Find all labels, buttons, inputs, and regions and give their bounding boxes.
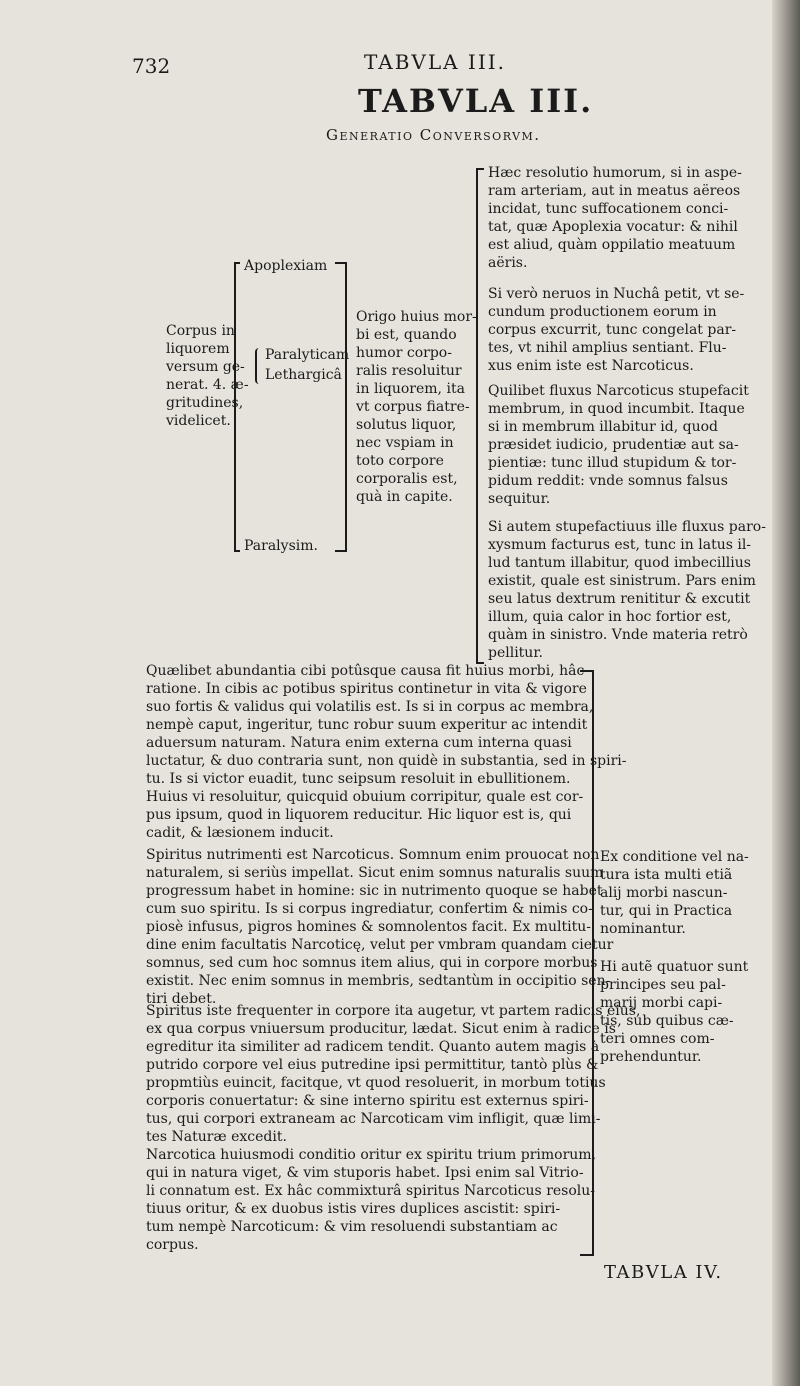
body-line: tiri debet.	[146, 991, 217, 1007]
note-line: pellitur.	[488, 645, 543, 661]
side-line: prehenduntur.	[600, 1049, 702, 1065]
body-line: corpus.	[146, 1237, 199, 1253]
disease-bracket-left	[234, 262, 242, 552]
body-line: naturalem, si seriùs impellat. Sicut enim somnus naturalis suum	[146, 865, 604, 881]
origin-line: in liquorem, ita	[356, 381, 465, 397]
body-line: Narcotica huiusmodi conditio oritur ex spiritu trium primorum,	[146, 1147, 597, 1163]
body-line: somnus, sed cum hoc somnus item alius, qui in corpore morbus	[146, 955, 598, 971]
left-block-line: nerat. 4. æ-	[166, 377, 249, 393]
note-line: Hæc resolutio humorum, si in aspe-	[488, 165, 742, 181]
side-line: tur, qui in Practica	[600, 903, 733, 919]
side-line: marij morbi capi-	[600, 995, 723, 1011]
body-line: Huius vi resoluitur, quicquid obuium corripitur, quale est cor-	[146, 789, 584, 805]
body-line: tum nempè Narcoticum: & vim resoluendi substantiam ac	[146, 1219, 558, 1235]
side-line: tura ista multi etiã	[600, 867, 733, 883]
right-note	[488, 164, 742, 272]
note-line: cundum productionem eorum in	[488, 304, 717, 320]
body-line: tes Naturæ excedit.	[146, 1129, 287, 1145]
body-line: propmtiùs euincit, facitque, vt quod resoluerit, in morbum totius	[146, 1075, 606, 1091]
body-line: cadit, & læsionem inducit.	[146, 825, 334, 841]
side-note-conditions	[600, 848, 749, 938]
bracket-cap	[335, 262, 345, 264]
disease-paralysis: Paralysim.	[244, 538, 318, 554]
origin-line: toto corpore	[356, 453, 444, 469]
note-line: sequitur.	[488, 491, 551, 507]
body-line: putrido corpore vel eius putredine ipsi permittitur, tantò plùs &	[146, 1057, 599, 1073]
body-line: corporis conuertatur: & sine interno spiritu est externus spiri-	[146, 1093, 589, 1109]
note-line: aëris.	[488, 255, 528, 271]
notes-bracket	[476, 168, 486, 664]
body-line: progressum habet in homine: sic in nutrimento quoque se habet	[146, 883, 603, 899]
note-line: ram arteriam, aut in meatus aëreos	[488, 183, 741, 199]
body-line: ratione. In cibis ac potibus spiritus continetur in vita & vigore	[146, 681, 587, 697]
origin-line: bi est, quando	[356, 327, 457, 343]
bracket-cap	[234, 550, 240, 552]
body-line: dine enim facultatis Narcoticę, velut per vmbram quandam cietur	[146, 937, 614, 953]
body-line: existit. Nec enim somnus in membris, sedtantùm in occipitio sen-	[146, 973, 611, 989]
body-line: piosè infusus, pigros homines & somnolentos facit. Ex multitu-	[146, 919, 591, 935]
side-line: alij morbi nascun-	[600, 885, 728, 901]
body-line: aduersum naturam. Natura enim externa cum interna quasi	[146, 735, 572, 751]
page-number: 732	[132, 54, 171, 78]
note-line: Si autem stupefactiuus ille fluxus paro-	[488, 519, 766, 535]
note-line: xysmum facturus est, tunc in latus il-	[488, 537, 752, 553]
origin-line: humor corpo-	[356, 345, 452, 361]
side-note-principal	[600, 958, 748, 1066]
side-line: nominantur.	[600, 921, 686, 937]
disease-lethargica: Lethargicâ	[265, 367, 342, 383]
disease-paralytica: Paralyticam	[265, 347, 350, 363]
body-line: Spiritus nutrimenti est Narcoticus. Somnum enim prouocat non	[146, 847, 600, 863]
note-line: seu latus dextrum renititur & excutit	[488, 591, 751, 607]
note-line: præsidet iudicio, prudentiæ aut sa-	[488, 437, 739, 453]
note-line: existit, quale est sinistrum. Pars enim	[488, 573, 756, 589]
page-title: TABVLA III.	[358, 82, 594, 120]
note-line: incidat, tunc suffocationem conci-	[488, 201, 729, 217]
right-note	[488, 518, 766, 662]
body-bracket	[584, 670, 594, 1256]
left-block-line: videlicet.	[166, 413, 231, 429]
body-line: egreditur ita similiter ad radicem tendit. Quanto autem magis à	[146, 1039, 600, 1055]
left-block-line: liquorem	[166, 341, 230, 357]
body-paragraph	[146, 846, 613, 1008]
bracket-cap	[335, 550, 345, 552]
origin-line: Origo huius mor-	[356, 309, 477, 325]
body-paragraph	[146, 662, 626, 842]
bracket-cap	[580, 670, 592, 672]
note-line: illum, quia calor in hoc fortior est,	[488, 609, 732, 625]
origin-line: corporalis est,	[356, 471, 458, 487]
bracket-cap	[234, 262, 240, 264]
body-line: cum suo spiritu. Is si corpus ingrediatur, confertim & nimis co-	[146, 901, 593, 917]
body-line: suo fortis & validus qui volatilis est. Is si in corpus ac membra,	[146, 699, 594, 715]
inner-bracket	[255, 348, 262, 384]
note-line: tat, quæ Apoplexia vocatur: & nihil	[488, 219, 738, 235]
origin-line: solutus liquor,	[356, 417, 457, 433]
left-block-line: Corpus in	[166, 323, 235, 339]
side-line: tis, sub quibus cæ-	[600, 1013, 734, 1029]
note-line: pidum reddit: vnde somnus falsus	[488, 473, 728, 489]
right-note	[488, 285, 744, 375]
left-block-line: gritudines,	[166, 395, 244, 411]
body-line: pus ipsum, quod in liquorem reducitur. Hic liquor est is, qui	[146, 807, 572, 823]
side-line: Ex conditione vel na-	[600, 849, 749, 865]
body-line: Quælibet abundantia cibi potûsque causa fit huius morbi, hâc	[146, 663, 585, 679]
body-paragraph	[146, 1002, 640, 1146]
body-line: tu. Is si victor euadit, tunc seipsum resoluit in ebullitionem.	[146, 771, 571, 787]
catchword: TABVLA IV.	[604, 1262, 723, 1283]
note-line: Si verò neruos in Nuchâ petit, vt se-	[488, 286, 745, 302]
note-line: corpus excurrit, tunc congelat par-	[488, 322, 737, 338]
body-line: Spiritus iste frequenter in corpore ita augetur, vt partem radicis eius,	[146, 1003, 641, 1019]
note-line: est aliud, quàm oppilatio meatuum	[488, 237, 736, 253]
origin-line: vt corpus fiatre-	[356, 399, 470, 415]
note-line: membrum, in quod incumbit. Itaque	[488, 401, 745, 417]
body-line: nempè caput, ingeritur, tunc robur suum experitur ac intendit	[146, 717, 588, 733]
left-block-line: versum ge-	[166, 359, 245, 375]
note-line: Quilibet fluxus Narcoticus stupefacit	[488, 383, 749, 399]
book-gutter-shadow	[772, 0, 800, 1386]
right-note	[488, 382, 749, 508]
note-line: si in membrum illabitur id, quod	[488, 419, 719, 435]
body-line: luctatur, & duo contraria sunt, non quidè in substantia, sed in spiri-	[146, 753, 627, 769]
side-line: teri omnes com-	[600, 1031, 715, 1047]
origin-line: quà in capite.	[356, 489, 453, 505]
page-subtitle: Generatio Conversorvm.	[326, 126, 541, 144]
origin-block	[356, 308, 477, 506]
running-head: TABVLA III.	[364, 50, 506, 74]
body-line: qui in natura viget, & vim stuporis habet. Ipsi enim sal Vitrio-	[146, 1165, 584, 1181]
body-paragraph	[146, 1146, 596, 1254]
bracket-cap	[580, 1254, 592, 1256]
disease-bracket-right	[339, 262, 347, 552]
note-line: tes, vt nihil amplius sentiant. Flu-	[488, 340, 727, 356]
note-line: xus enim iste est Narcoticus.	[488, 358, 694, 374]
body-line: li connatum est. Ex hâc commixturâ spiritus Narcoticus resolu-	[146, 1183, 596, 1199]
note-line: quàm in sinistro. Vnde materia retrò	[488, 627, 748, 643]
body-line: ex qua corpus vniuersum producitur, lædat. Sicut enim à radice is	[146, 1021, 616, 1037]
origin-line: ralis resoluitur	[356, 363, 462, 379]
side-line: principes seu pal-	[600, 977, 726, 993]
disease-apoplexia: Apoplexiam	[244, 258, 328, 274]
body-line: tiuus oritur, & ex duobus istis vires duplices ascistit: spiri-	[146, 1201, 561, 1217]
side-line: Hi autẽ quatuor sunt	[600, 959, 749, 975]
origin-line: nec vspiam in	[356, 435, 454, 451]
note-line: pientiæ: tunc illud stupidum & tor-	[488, 455, 737, 471]
body-line: tus, qui corpori extraneam ac Narcoticam vim infligit, quæ limi-	[146, 1111, 601, 1127]
bracket-cap	[476, 168, 484, 170]
note-line: lud tantum illabitur, quod imbecillius	[488, 555, 751, 571]
